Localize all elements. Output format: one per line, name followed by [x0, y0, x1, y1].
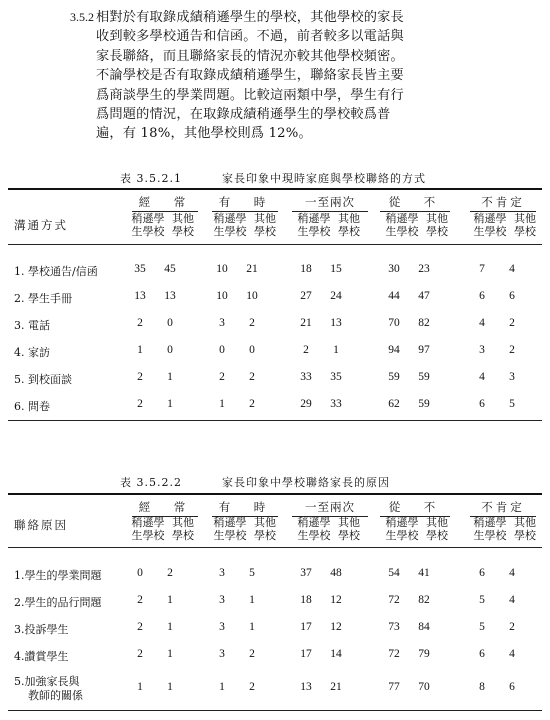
- cell-value: 72: [388, 648, 400, 660]
- cell-value: 6: [479, 567, 485, 579]
- cell-value: 59: [388, 371, 400, 383]
- cell-value: 1: [249, 621, 255, 633]
- row-label: 3. 電話: [14, 319, 50, 332]
- cell-value: 48: [330, 567, 342, 579]
- table1-group-header: 經 常: [132, 194, 198, 212]
- table1-sub-remedial: 稍遜學 生學校: [385, 212, 419, 238]
- cell-value: 1: [219, 398, 225, 410]
- cell-value: 97: [418, 344, 430, 356]
- cell-value: 5: [479, 594, 485, 606]
- table2-sub-other: 其他 學校: [426, 516, 448, 542]
- cell-value: 18: [300, 594, 312, 606]
- table1-title: 家長印象中現時家庭與學校聯絡的方式: [221, 172, 426, 185]
- row-label: 6. 問卷: [14, 400, 50, 413]
- table1-group-header: 從 不: [380, 194, 450, 212]
- table2-code: 表 3.5.2.2: [120, 476, 182, 489]
- cell-value: 10: [246, 290, 258, 302]
- table2-sub-remedial: 稍遜學 生學校: [131, 516, 165, 542]
- cell-value: 27: [300, 290, 312, 302]
- cell-value: 2: [137, 317, 143, 329]
- cell-value: 6: [479, 398, 485, 410]
- cell-value: 4: [509, 567, 515, 579]
- cell-value: 1: [249, 594, 255, 606]
- table2-bottom-rule: [8, 710, 542, 711]
- cell-value: 6: [509, 290, 515, 302]
- row-label: 2.學生的品行問題: [14, 596, 102, 609]
- cell-value: 1: [219, 681, 225, 693]
- cell-value: 1: [167, 398, 173, 410]
- cell-value: 0: [249, 344, 255, 356]
- cell-value: 21: [330, 681, 342, 693]
- table2-sub-remedial: 稍遜學 生學校: [213, 516, 247, 542]
- table2-group-header: 不肯定: [470, 499, 536, 517]
- table2-caption: [120, 474, 390, 490]
- cell-value: 45: [164, 263, 176, 275]
- paragraph-line: 相對於有取錄成績稍遜學生的學校，其他學校的家長: [96, 10, 404, 25]
- table1-sub-remedial: 稍遜學 生學校: [473, 212, 507, 238]
- cell-value: 4: [479, 317, 485, 329]
- cell-value: 3: [509, 371, 515, 383]
- paragraph-line: 家長聯絡，而且聯絡家長的情況亦較其他學校頻密。: [96, 48, 404, 64]
- cell-value: 14: [330, 648, 342, 660]
- paragraph-line: 爲商談學生的學業問題。比較這兩類中學，學生有行: [96, 87, 404, 103]
- cell-value: 17: [300, 621, 312, 633]
- cell-value: 0: [167, 317, 173, 329]
- table1-sub-remedial: 稍遜學 生學校: [131, 212, 165, 238]
- cell-value: 21: [246, 263, 258, 275]
- cell-value: 2: [249, 648, 255, 660]
- table2-top-rule: [8, 493, 542, 495]
- paragraph-3-5-2: [70, 8, 536, 144]
- cell-value: 5: [509, 398, 515, 410]
- cell-value: 13: [134, 290, 146, 302]
- row-label: 5. 到校面談: [14, 373, 72, 386]
- table2-group-header: 有 時: [212, 499, 278, 517]
- cell-value: 2: [219, 371, 225, 383]
- cell-value: 54: [388, 567, 400, 579]
- cell-value: 13: [300, 681, 312, 693]
- table2-group-header: 經 常: [132, 499, 198, 517]
- cell-value: 10: [216, 263, 228, 275]
- cell-value: 17: [300, 648, 312, 660]
- cell-value: 5: [479, 621, 485, 633]
- table2-sub-other: 其他 學校: [338, 516, 360, 542]
- table1-sub-other: 其他 學校: [338, 212, 360, 238]
- cell-value: 2: [249, 681, 255, 693]
- cell-value: 4: [509, 263, 515, 275]
- section-number: 3.5.2: [70, 10, 94, 24]
- cell-value: 77: [388, 681, 400, 693]
- cell-value: 2: [509, 317, 515, 329]
- table2-title: 家長印象中學校聯絡家長的原因: [221, 476, 390, 489]
- table1-code: 表 3.5.2.1: [120, 172, 182, 185]
- cell-value: 4: [479, 371, 485, 383]
- cell-value: 12: [330, 594, 342, 606]
- cell-value: 2: [137, 398, 143, 410]
- cell-value: 8: [479, 681, 485, 693]
- row-label: 1. 學校通告/信函: [14, 265, 98, 278]
- cell-value: 37: [300, 567, 312, 579]
- cell-value: 2: [509, 621, 515, 633]
- cell-value: 2: [137, 648, 143, 660]
- cell-value: 1: [137, 681, 143, 693]
- row-label: 2. 學生手冊: [14, 292, 72, 305]
- cell-value: 1: [167, 371, 173, 383]
- cell-value: 1: [137, 344, 143, 356]
- cell-value: 0: [137, 567, 143, 579]
- row-label: 5.加強家長與 教師的關係: [14, 675, 83, 702]
- cell-value: 3: [219, 567, 225, 579]
- cell-value: 3: [219, 621, 225, 633]
- cell-value: 13: [164, 290, 176, 302]
- cell-value: 73: [388, 621, 400, 633]
- cell-value: 4: [509, 648, 515, 660]
- cell-value: 72: [388, 594, 400, 606]
- cell-value: 0: [219, 344, 225, 356]
- cell-value: 10: [216, 290, 228, 302]
- table2-header-rule: [8, 547, 542, 548]
- cell-value: 12: [330, 621, 342, 633]
- table1-sub-other: 其他 學校: [426, 212, 448, 238]
- cell-value: 2: [249, 317, 255, 329]
- cell-value: 84: [418, 621, 430, 633]
- cell-value: 0: [167, 344, 173, 356]
- table1-sub-remedial: 稍遜學 生學校: [297, 212, 331, 238]
- table2-group-header: 從 不: [380, 499, 450, 517]
- table1-sub-other: 其他 學校: [254, 212, 276, 238]
- table1-sub-remedial: 稍遜學 生學校: [213, 212, 247, 238]
- table2-sub-remedial: 稍遜學 生學校: [297, 516, 331, 542]
- cell-value: 6: [479, 290, 485, 302]
- cell-value: 5: [249, 567, 255, 579]
- cell-value: 2: [509, 344, 515, 356]
- cell-value: 1: [167, 648, 173, 660]
- cell-value: 1: [167, 594, 173, 606]
- cell-value: 13: [330, 317, 342, 329]
- cell-value: 44: [388, 290, 400, 302]
- cell-value: 6: [479, 648, 485, 660]
- cell-value: 2: [137, 621, 143, 633]
- table1-sub-other: 其他 學校: [172, 212, 194, 238]
- row-label: 1.學生的學業問題: [14, 569, 102, 582]
- cell-value: 4: [509, 594, 515, 606]
- cell-value: 1: [167, 621, 173, 633]
- table2-sub-remedial: 稍遜學 生學校: [473, 516, 507, 542]
- paragraph-line: 遍，有 18%，其他學校則爲 12%。: [96, 126, 312, 142]
- table1-bottom-rule: [8, 420, 542, 421]
- table1-row-header: 溝通方式: [14, 218, 68, 232]
- cell-value: 2: [137, 371, 143, 383]
- cell-value: 1: [167, 681, 173, 693]
- cell-value: 94: [388, 344, 400, 356]
- cell-value: 30: [388, 263, 400, 275]
- cell-value: 41: [418, 567, 430, 579]
- cell-value: 59: [418, 371, 430, 383]
- cell-value: 18: [300, 263, 312, 275]
- cell-value: 2: [249, 398, 255, 410]
- cell-value: 79: [418, 648, 430, 660]
- cell-value: 35: [134, 263, 146, 275]
- cell-value: 62: [388, 398, 400, 410]
- cell-value: 35: [330, 371, 342, 383]
- paragraph-line: 收到較多學校通告和信函。不過，前者較多以電話與: [96, 29, 404, 45]
- cell-value: 70: [418, 681, 430, 693]
- row-label: 3.投訴學生: [14, 623, 69, 636]
- row-label: 4. 家訪: [14, 346, 50, 359]
- cell-value: 2: [167, 567, 173, 579]
- table1-group-header: 一至兩次: [292, 194, 368, 212]
- paragraph-line: 不論學校是否有取錄成績稍遜學生，聯絡家長皆主要: [96, 68, 404, 84]
- cell-value: 82: [418, 317, 430, 329]
- cell-value: 3: [219, 317, 225, 329]
- cell-value: 59: [418, 398, 430, 410]
- cell-value: 47: [418, 290, 430, 302]
- table1-group-header: 有 時: [212, 194, 278, 212]
- table2-group-header: 一至兩次: [292, 499, 368, 517]
- table1-header-rule: [8, 244, 542, 245]
- table1-caption: [120, 170, 426, 186]
- cell-value: 3: [479, 344, 485, 356]
- cell-value: 21: [300, 317, 312, 329]
- paragraph-line: 爲問題的情況，在取錄成績稍遜學生的學校較爲普: [96, 107, 391, 123]
- table2-sub-other: 其他 學校: [254, 516, 276, 542]
- table1-group-header: 不肯定: [470, 194, 536, 212]
- table1-top-rule: [8, 188, 542, 190]
- table2-sub-other: 其他 學校: [514, 516, 536, 542]
- cell-value: 33: [330, 398, 342, 410]
- row-label: 4.讚賞學生: [14, 650, 69, 663]
- cell-value: 2: [137, 594, 143, 606]
- cell-value: 29: [300, 398, 312, 410]
- cell-value: 24: [330, 290, 342, 302]
- table2-sub-other: 其他 學校: [172, 516, 194, 542]
- cell-value: 70: [388, 317, 400, 329]
- cell-value: 6: [509, 681, 515, 693]
- cell-value: 15: [330, 263, 342, 275]
- cell-value: 2: [303, 344, 309, 356]
- table2-sub-remedial: 稍遜學 生學校: [385, 516, 419, 542]
- cell-value: 7: [479, 263, 485, 275]
- cell-value: 3: [219, 648, 225, 660]
- cell-value: 82: [418, 594, 430, 606]
- cell-value: 2: [249, 371, 255, 383]
- table1-sub-other: 其他 學校: [514, 212, 536, 238]
- cell-value: 23: [418, 263, 430, 275]
- cell-value: 33: [300, 371, 312, 383]
- table2-row-header: 聯絡原因: [14, 518, 68, 532]
- cell-value: 1: [333, 344, 339, 356]
- cell-value: 3: [219, 594, 225, 606]
